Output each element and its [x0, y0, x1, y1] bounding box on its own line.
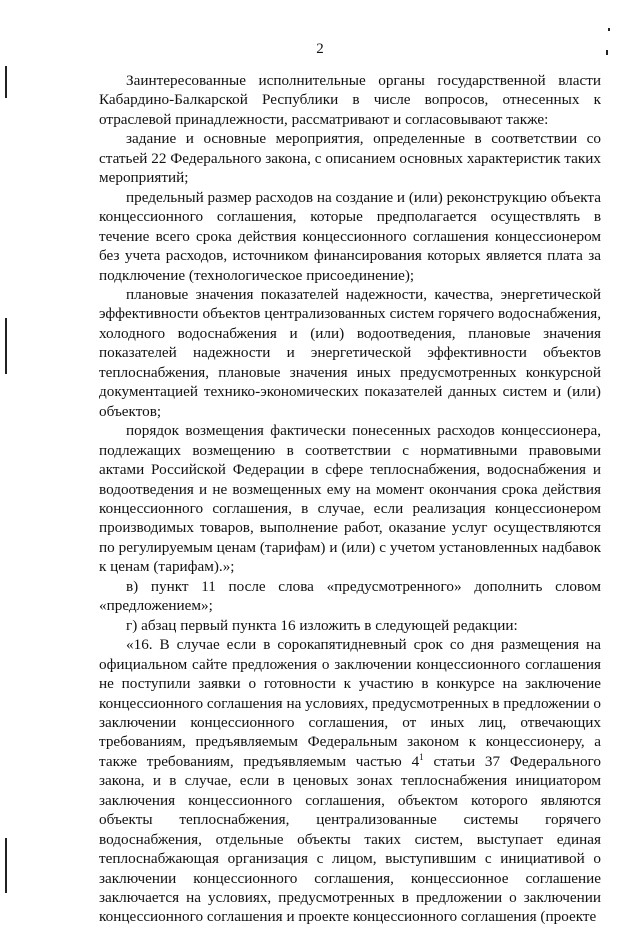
scan-edge-mark [5, 66, 7, 98]
paragraph-item-16-text [99, 635, 601, 927]
scan-speck [608, 28, 610, 31]
item-16-text-end: статьи 37 Федерального закона, и в случае, если в ценовых зонах теплоснабжения инициатором заключения концессионного соглашения, объектом которого являются объекты теплоснабжения, централизованные системы горячего водоснабжения, отдельные объекты таких систем, выступает единая теплоснабжающая организация с лицом, выступившим с инициативой о заключении концессионного соглашения, концессионное соглашение заключается на условиях, предусмотренных в предложении о заключении концессионного соглашения и проекте концессионного соглашения (проекте [99, 752, 602, 926]
paragraph-planned-indicators: плановые значения показателей надежности, качества, энергетической эффективности объектов централизованных систем горячего водоснабжения, холодного водоснабжения и (или) водоотведения, плановые значения показателей надежности и энергетической эффективности объектов теплоснабжения, плановые значения иных предусмотренных конкурсной документацией технико-экономических показателей данных систем и (или) объектов; [99, 285, 601, 420]
item-16-text-start: «16. В случае если в сорокапятидневный срок со дня размещения на официальном сайте предложения о заключении концессионного соглашения не поступили заявки о готовности к участию в конкурсе на заключение концессионного соглашения на условиях, предусмотренных в предложении о заключении концессионного соглашения, от иных лиц, отвечающих требованиям, предъявляемым Федеральным законом к концессионеру, а также требованиям, предъявляемым частью 4 [99, 636, 601, 770]
paragraph-expense-reimbursement: порядок возмещения фактически понесенных расходов концессионера, подлежащих возмещению в соответствии с нормативными правовыми актами Российской Федерации в сфере теплоснабжения, водоснабжения и водоотведения и не возмещенных ему на момент окончания срока действия концессионного соглашения, в случае, если реализация концессионером производимых товаров, выполнение работ, оказание услуг осуществляются по регулируемым ценам (тарифам) и (или) с учетом установленных надбавок к ценам (тарифам).»; [99, 422, 601, 576]
paragraph-expense-limit: предельный размер расходов на создание и (или) реконструкцию объекта концессионного соглашения, которые предполагается осуществлять в течение всего срока действия концессионного соглашения концессионером без учета расходов, источником финансирования которых является плата за подключение (технологическое присоединение); [99, 188, 601, 284]
scan-speck [606, 50, 608, 55]
scan-edge-mark [5, 318, 7, 374]
paragraph-item-16-intro: г) абзац первый пункта 16 изложить в следующей редакции: [126, 616, 518, 634]
superscript-index: 1 [419, 751, 424, 762]
paragraph-item-11: в) пункт 11 после слова «предусмотренного» дополнить словом «предложением»; [99, 577, 601, 615]
paragraph-interested-authorities: Заинтересованные исполнительные органы государственной власти Кабардино-Балкарской Республики в числе вопросов, отнесенных к отраслевой принадлежности, рассматривают и согласовывают также: [99, 72, 601, 128]
document-body [99, 71, 601, 927]
paragraph-task-and-measures: задание и основные мероприятия, определенные в соответствии со статьей 22 Федерального закона, с описанием основных характеристик таких мероприятий; [99, 130, 601, 187]
page-number: 2 [316, 41, 324, 57]
scan-edge-mark [5, 838, 7, 893]
